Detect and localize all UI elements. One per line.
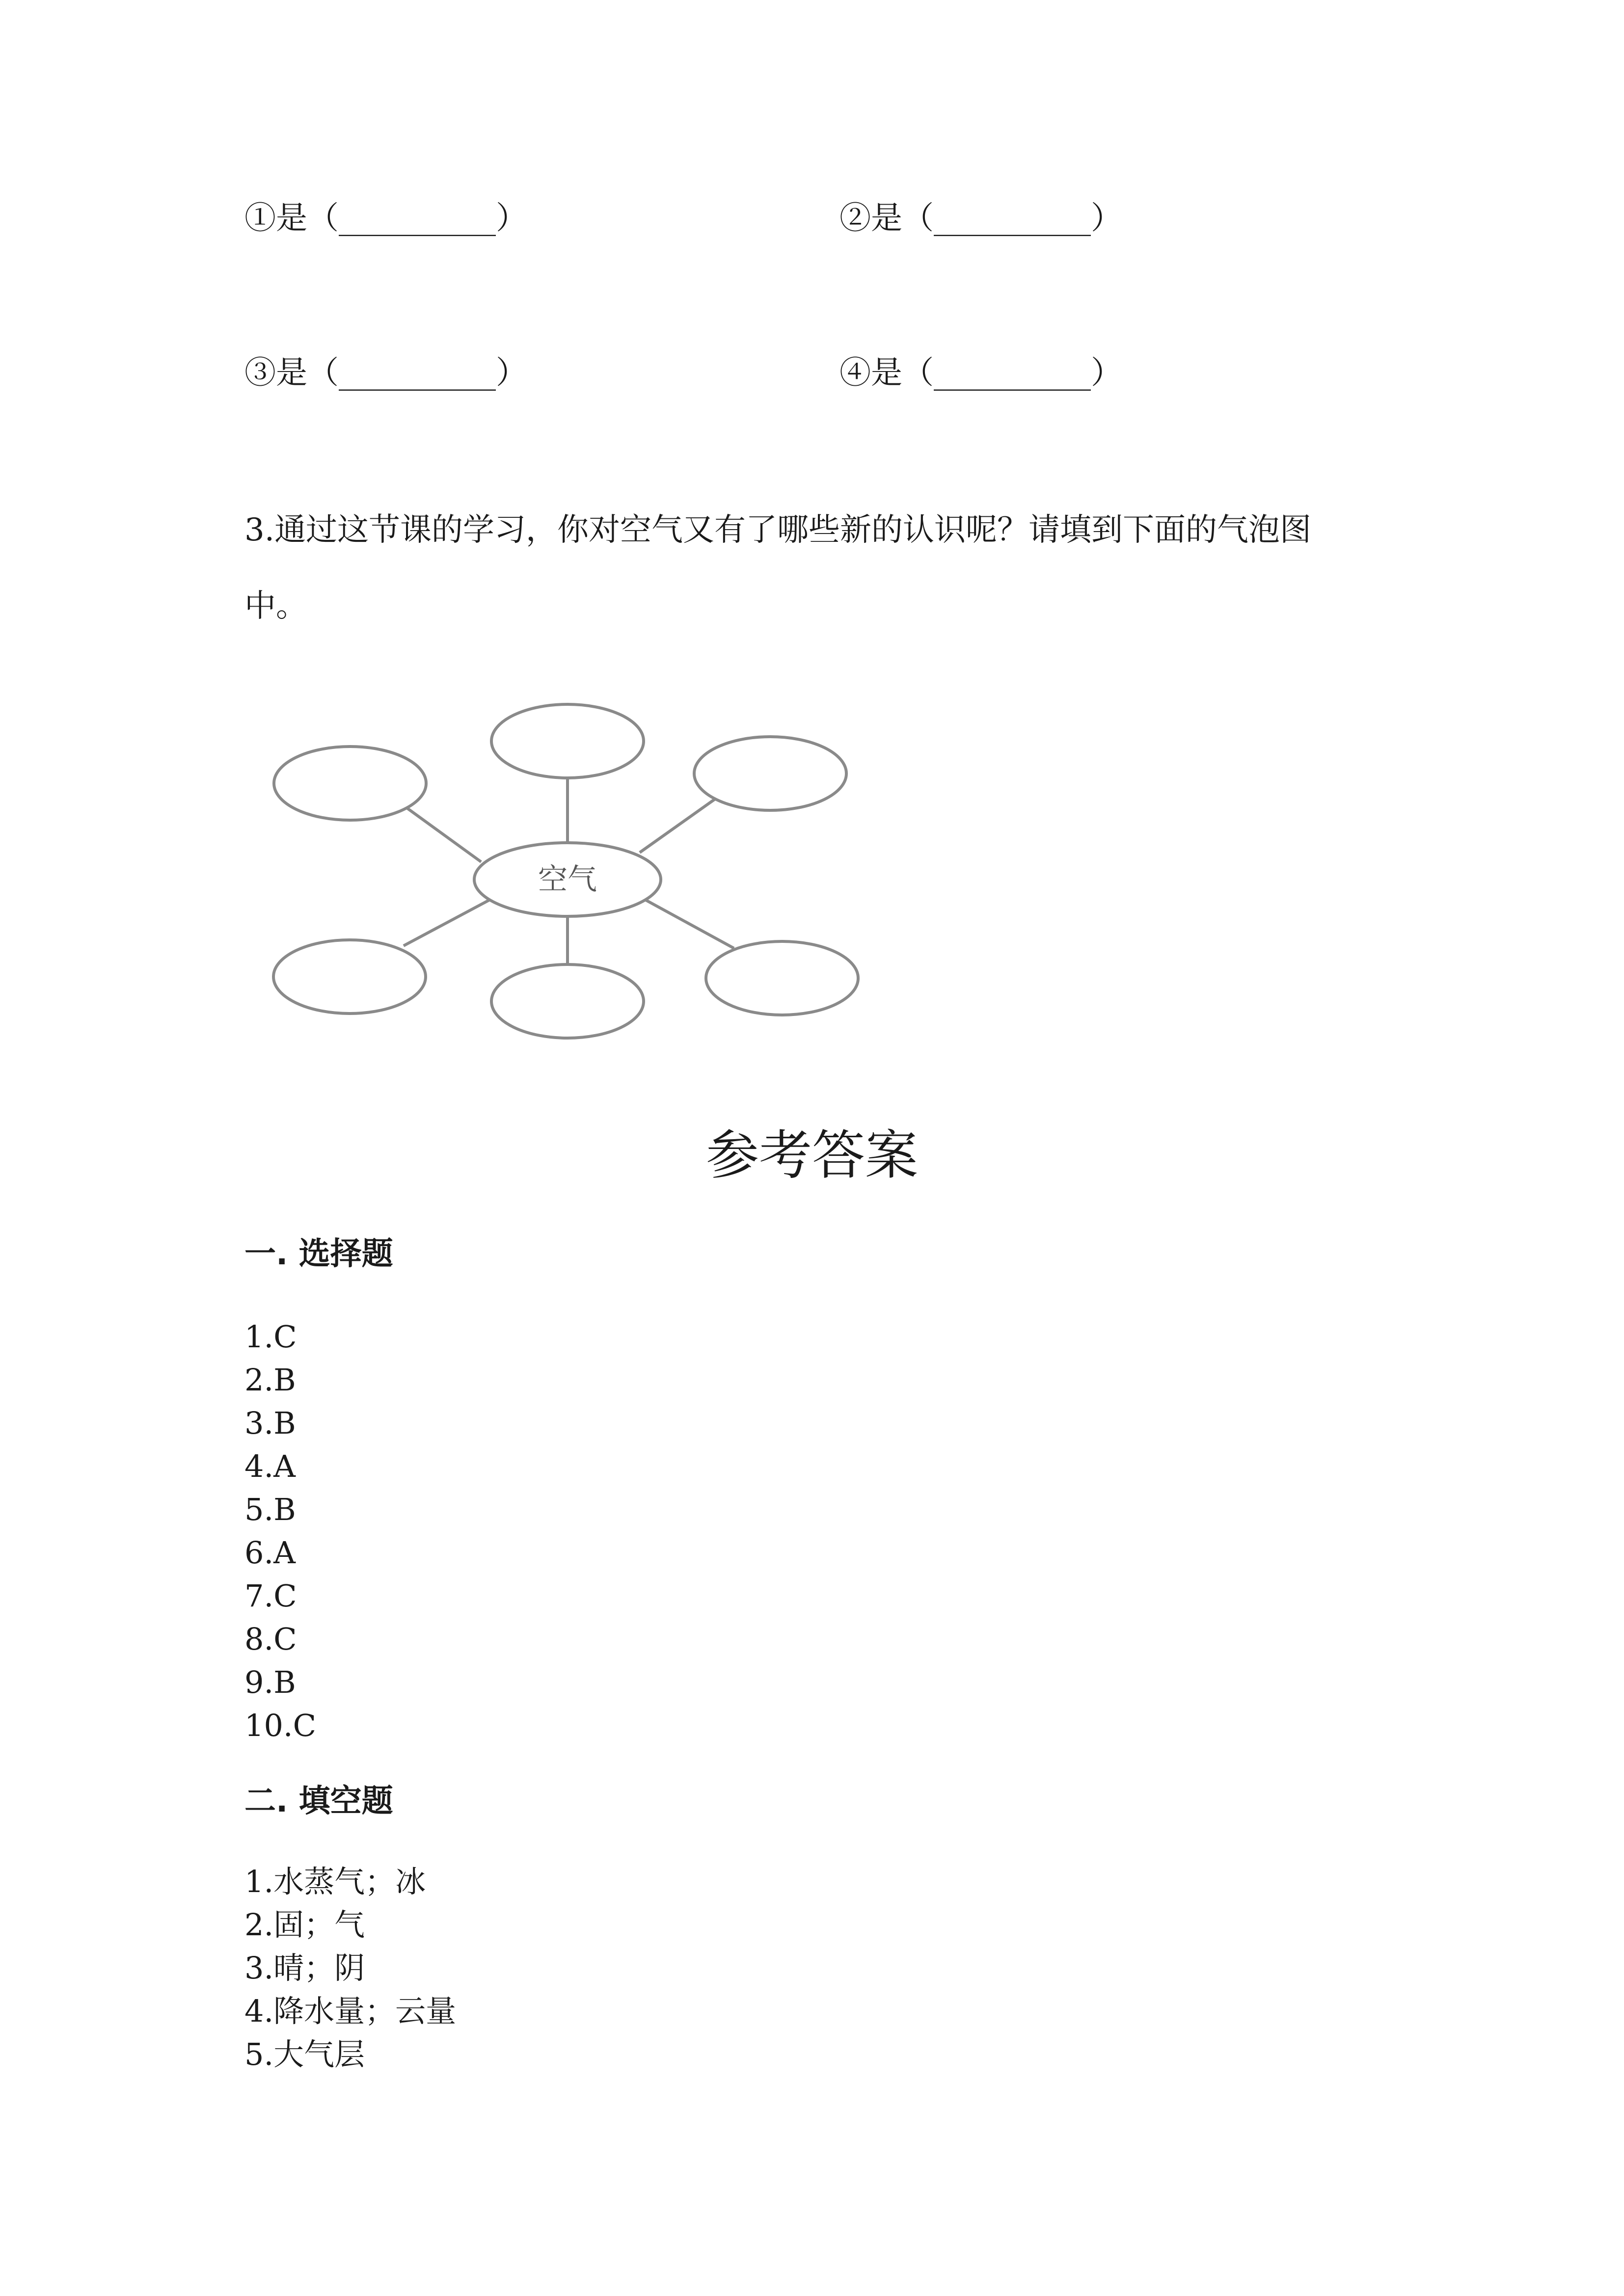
blank-4-close: ） — [1091, 355, 1122, 391]
list-item: 7.C — [244, 1578, 297, 1614]
blank-1-line[interactable]: __________ — [339, 200, 496, 237]
list-item: 9.B — [244, 1664, 296, 1700]
list-item: 8.C — [244, 1621, 297, 1657]
list-item: 2.B — [244, 1362, 296, 1398]
connector-bottom-left — [404, 899, 491, 946]
bubble-center-label: 空气 — [538, 862, 597, 897]
connector-top-left — [404, 806, 481, 862]
fill-answers-list — [244, 1860, 456, 2076]
bubble-top-right[interactable] — [694, 737, 846, 810]
blank-3 — [244, 353, 527, 393]
blank-1-marker: ①是（ — [244, 200, 339, 237]
blank-4 — [839, 353, 1122, 393]
answer-key-title: 参考答案 — [705, 1125, 918, 1186]
blank-1 — [244, 199, 527, 238]
blank-3-marker: ③是（ — [244, 355, 339, 391]
section-heading-fill: 二. 填空题 — [244, 1783, 393, 1819]
section-heading-choice: 一. 选择题 — [244, 1236, 393, 1272]
question-3-line-1: 3.通过这节课的学习，你对空气又有了哪些新的认识呢？请填到下面的气泡图 — [244, 512, 1312, 548]
bubble-top-left[interactable] — [274, 747, 426, 820]
list-item: 4.A — [244, 1448, 296, 1484]
list-item: 6.A — [244, 1535, 296, 1571]
list-item: 10.C — [244, 1708, 317, 1743]
bubble-bottom[interactable] — [491, 964, 644, 1038]
blank-2-line[interactable]: __________ — [934, 200, 1091, 237]
list-item: 1.C — [244, 1319, 297, 1355]
blank-2-marker: ②是（ — [839, 200, 934, 237]
blank-4-line[interactable]: __________ — [934, 355, 1091, 391]
blank-2-close: ） — [1091, 200, 1122, 237]
list-item: 2.固；气 — [244, 1907, 365, 1943]
blank-3-close: ） — [496, 355, 527, 391]
list-item: 3.B — [244, 1405, 296, 1441]
blank-3-line[interactable]: __________ — [339, 355, 496, 391]
bubble-bottom-left[interactable] — [273, 940, 426, 1014]
list-item: 5.大气层 — [244, 2036, 365, 2072]
list-item: 3.晴；阴 — [244, 1950, 365, 1986]
blank-2 — [839, 199, 1122, 238]
list-item: 4.降水量；云量 — [244, 1993, 457, 2029]
bubble-bottom-right[interactable] — [706, 941, 858, 1015]
choice-answers-list — [244, 1315, 316, 1747]
list-item: 5.B — [244, 1492, 296, 1527]
connector-bottom-right — [644, 899, 734, 948]
bubble-map — [265, 702, 874, 1045]
connector-top-right — [640, 796, 719, 853]
blank-4-marker: ④是（ — [839, 355, 934, 391]
question-3-line-2: 中。 — [244, 588, 307, 624]
list-item: 1.水蒸气；冰 — [244, 1864, 426, 1899]
bubble-top[interactable] — [491, 704, 644, 778]
blank-1-close: ） — [496, 200, 527, 237]
